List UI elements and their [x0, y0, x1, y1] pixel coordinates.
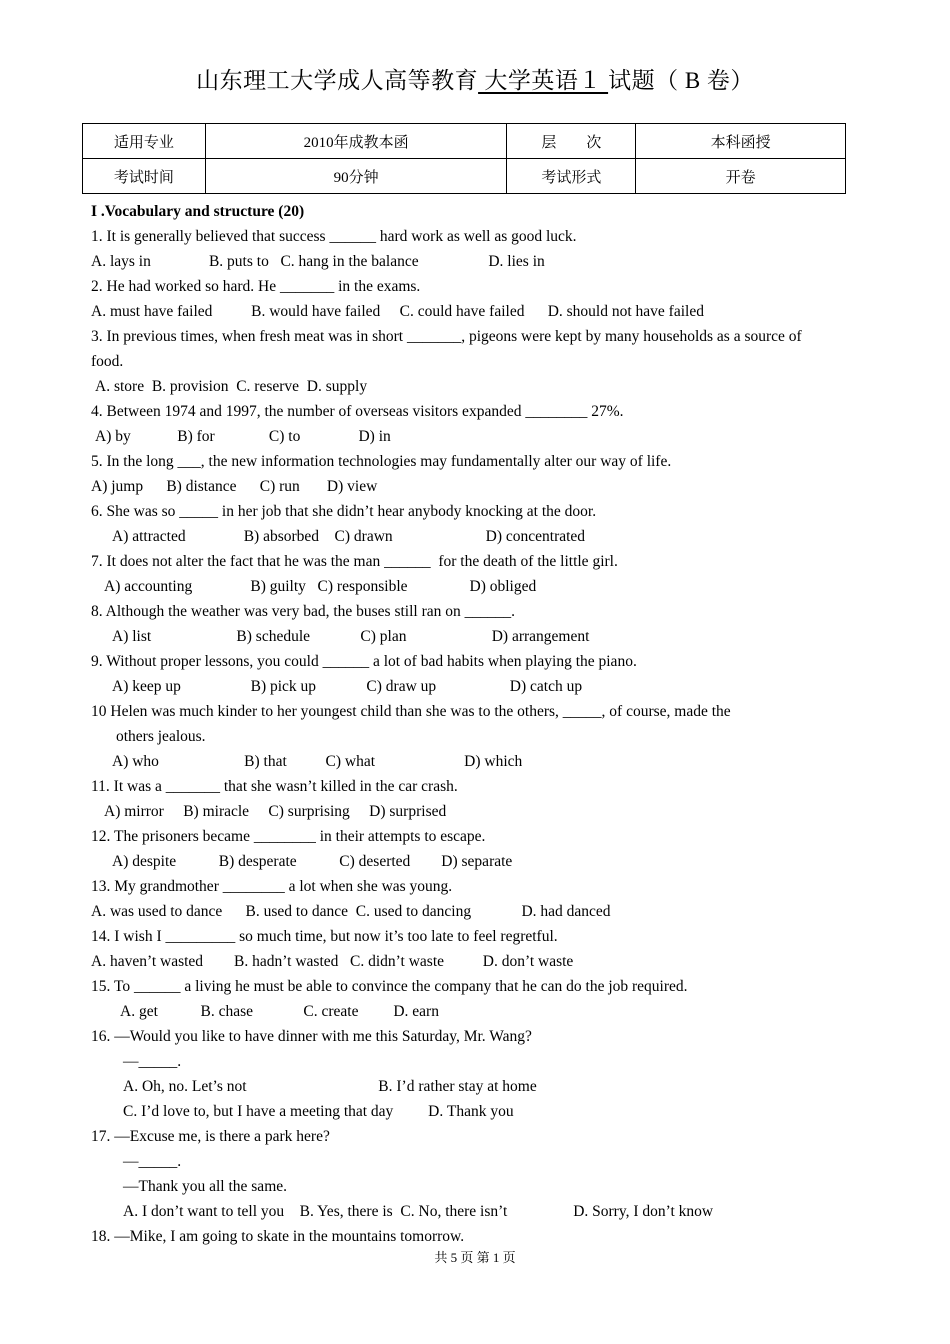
question-line: —_____.	[123, 1153, 182, 1170]
time-label: 考试时间	[83, 159, 206, 194]
question-line: 12. The prisoners became ________ in their attempts to escape.	[91, 828, 486, 845]
format-label: 考试形式	[507, 159, 636, 194]
question-line: A) despite B) desperate C) deserted D) separate	[112, 853, 513, 870]
question-line: others jealous.	[116, 728, 206, 745]
question-line: A) list B) schedule C) plan D) arrangement	[112, 628, 590, 645]
major-label: 适用专业	[83, 124, 206, 159]
question-line: —_____.	[123, 1053, 182, 1070]
question-line: 15. To ______ a living he must be able to convince the company that he can do the job required.	[91, 978, 688, 995]
question-line: 3. In previous times, when fresh meat was in short _______, pigeons were kept by many households as a source of	[91, 328, 802, 345]
question-line: 8. Although the weather was very bad, the buses still ran on ______.	[91, 603, 516, 620]
question-line: A) who B) that C) what D) which	[112, 753, 523, 770]
question-line: —Thank you all the same.	[123, 1178, 287, 1195]
level-value: 本科函授	[636, 124, 846, 159]
question-line: A) accounting B) guilty C) responsible D) obliged	[104, 578, 537, 595]
format-value: 开卷	[636, 159, 846, 194]
question-line: A) keep up B) pick up C) draw up D) catch up	[112, 678, 583, 695]
question-line: A. I don’t want to tell you B. Yes, there is C. No, there isn’t D. Sorry, I don’t know	[123, 1203, 714, 1220]
question-line: A. must have failed B. would have failed C. could have failed D. should not have failed	[91, 303, 704, 320]
level-label: 层 次	[507, 124, 636, 159]
question-line: 9. Without proper lessons, you could ______ a lot of bad habits when playing the piano.	[91, 653, 637, 670]
question-line: A. was used to dance B. used to dance C. used to dancing D. had danced	[91, 903, 611, 920]
page-footer: 共 5 页 第 1 页	[434, 1250, 516, 1265]
question-line: 6. She was so _____ in her job that she didn’t hear anybody knocking at the door.	[91, 503, 597, 520]
exam-title	[0, 62, 950, 95]
question-line: 2. He had worked so hard. He _______ in the exams.	[91, 278, 421, 295]
question-line: 4. Between 1974 and 1997, the number of overseas visitors expanded ________ 27%.	[91, 403, 624, 420]
major-value: 2010年成教本函	[205, 124, 507, 159]
exam-info-table	[82, 123, 846, 194]
question-line: 13. My grandmother ________ a lot when she was young.	[91, 878, 453, 895]
question-line: 7. It does not alter the fact that he was the man ______ for the death of the little girl.	[91, 553, 618, 570]
question-line: A) jump B) distance C) run D) view	[91, 478, 378, 495]
question-line: A. lays in B. puts to C. hang in the balance D. lies in	[91, 253, 545, 270]
question-line: 10 Helen was much kinder to her youngest child than she was to the others, _____, of course, made the	[91, 703, 731, 720]
title-paper: 试题（ B 卷）	[608, 68, 754, 93]
question-line: 5. In the long ___, the new information technologies may fundamentally alter our way of life.	[91, 453, 672, 470]
info-row-major	[83, 124, 846, 159]
title-course: 大学英语１	[478, 68, 609, 93]
question-line: A. Oh, no. Let’s not B. I’d rather stay at home	[123, 1078, 537, 1095]
question-line: C. I’d love to, but I have a meeting that day D. Thank you	[123, 1103, 514, 1120]
question-line: A. haven’t wasted B. hadn’t wasted C. didn’t waste D. don’t waste	[91, 953, 574, 970]
question-line: 17. —Excuse me, is there a park here?	[91, 1128, 330, 1145]
time-value: 90分钟	[205, 159, 507, 194]
section-heading: I .Vocabulary and structure (20)	[91, 203, 305, 220]
question-line: 14. I wish I _________ so much time, but now it’s too late to feel regretful.	[91, 928, 558, 945]
question-line: A) mirror B) miracle C) surprising D) surprised	[104, 803, 447, 820]
question-line: A) by B) for C) to D) in	[95, 428, 391, 445]
info-row-time	[83, 159, 846, 194]
question-line: 18. —Mike, I am going to skate in the mountains tomorrow.	[91, 1228, 465, 1245]
question-line: A. get B. chase C. create D. earn	[120, 1003, 439, 1020]
question-line: 16. —Would you like to have dinner with me this Saturday, Mr. Wang?	[91, 1028, 532, 1045]
question-line: 1. It is generally believed that success ______ hard work as well as good luck.	[91, 228, 577, 245]
title-institution: 山东理工大学成人高等教育	[196, 68, 479, 93]
question-line: 11. It was a _______ that she wasn’t killed in the car crash.	[91, 778, 458, 795]
question-line: A) attracted B) absorbed C) drawn D) concentrated	[112, 528, 586, 545]
question-line: food.	[91, 353, 124, 370]
question-line: A. store B. provision C. reserve D. supply	[95, 378, 368, 395]
